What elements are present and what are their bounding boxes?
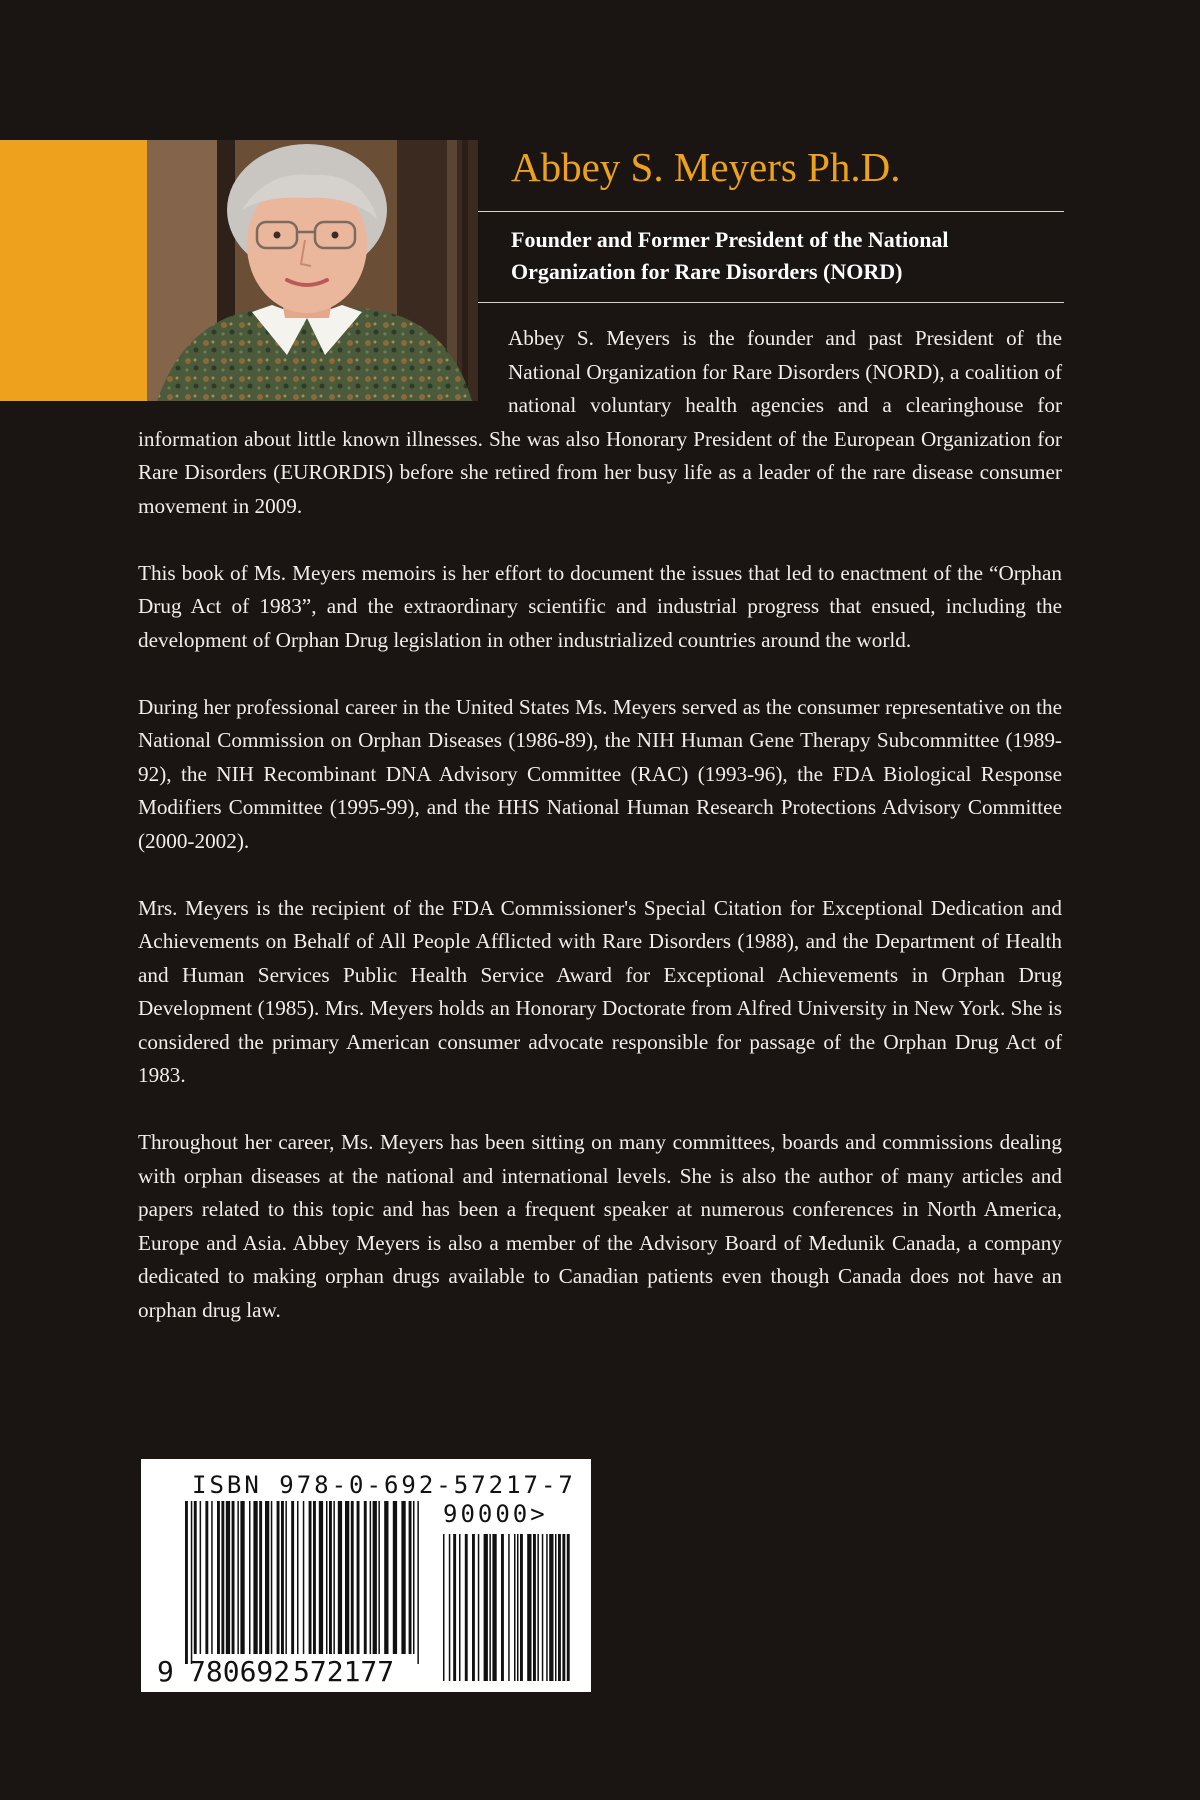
barcode-bar	[185, 1501, 188, 1664]
barcode-bar	[533, 1534, 536, 1681]
isbn-number: ISBN 978-0-692-57217-7	[192, 1471, 576, 1499]
barcode-bar	[194, 1501, 197, 1654]
barcode-bar	[517, 1534, 519, 1681]
barcode-bar	[542, 1534, 544, 1681]
barcode-bar	[449, 1534, 451, 1681]
barcode-bar	[309, 1501, 312, 1654]
barcode-bar	[453, 1534, 456, 1681]
barcode-bar	[549, 1534, 553, 1681]
author-name: Abbey S. Meyers Ph.D.	[511, 144, 901, 190]
barcode-bar	[472, 1534, 475, 1681]
barcode-bar	[558, 1534, 561, 1681]
divider-line	[478, 211, 1064, 212]
divider-line	[478, 302, 1064, 303]
barcode-digits-right: 572177	[293, 1655, 395, 1688]
barcode-bar	[259, 1501, 262, 1654]
barcode-bar	[508, 1534, 510, 1681]
barcode-bar	[555, 1534, 557, 1681]
barcode-bar	[281, 1501, 284, 1654]
barcode-bar	[303, 1501, 305, 1654]
barcode-bar	[489, 1534, 491, 1681]
barcode-bar	[501, 1534, 504, 1681]
barcode-bar	[333, 1501, 335, 1654]
barcode-bar	[443, 1534, 445, 1681]
barcode-bar	[237, 1501, 239, 1654]
barcode-bar	[409, 1501, 412, 1654]
barcode-bar	[211, 1501, 213, 1654]
barcode-digits-left: 780692	[189, 1655, 291, 1688]
barcode-bar	[364, 1501, 367, 1654]
barcode-bar	[313, 1501, 316, 1654]
bio-paragraph: Throughout her career, Ms. Meyers has been sitting on many committees, boards and commissions dealing with orphan diseases at the national and international levels. She is also the author of many articles and papers related to this topic and has been a frequent speaker at numerous conferences in North America, Europe and Asia. Abbey Meyers is also a member of the Advisory Board of Medunik Canada, a company dedicated to making orphan drugs available to Canadian patients even though Canada does not have an orphan drug law.	[138, 1130, 1062, 1322]
price-addon-code: 90000>	[443, 1500, 548, 1528]
barcode-bar	[401, 1501, 405, 1654]
barcode-bar	[191, 1501, 193, 1664]
barcode-bar	[329, 1501, 332, 1654]
barcode-bar	[205, 1501, 208, 1654]
barcode-bar	[562, 1534, 565, 1681]
barcode-bar	[285, 1501, 287, 1654]
barcode-bar	[459, 1534, 461, 1681]
barcode-bar	[240, 1501, 244, 1654]
barcode-bar	[514, 1534, 516, 1681]
barcode-bar	[478, 1534, 480, 1681]
biography-text	[138, 322, 1062, 1361]
barcode-bar	[351, 1501, 354, 1654]
barcode-bar	[291, 1501, 294, 1654]
barcode-bar	[338, 1501, 342, 1654]
barcode-bar	[546, 1534, 548, 1681]
barcode-bar	[492, 1534, 496, 1681]
barcode-bar	[326, 1501, 328, 1654]
author-title: Founder and Former President of the National Organization for Rare Disorders (NORD)	[511, 227, 949, 284]
barcode-bar	[393, 1501, 397, 1654]
orange-accent-bar	[0, 140, 147, 401]
barcode-bar	[537, 1534, 539, 1681]
barcode-bar	[417, 1501, 419, 1664]
barcode-bar	[253, 1501, 257, 1654]
barcode-bar	[265, 1501, 269, 1654]
barcode-bar	[200, 1501, 202, 1654]
barcode-bar	[373, 1501, 377, 1654]
barcode-bar	[221, 1501, 224, 1654]
barcode-bar	[465, 1534, 468, 1681]
barcode-bar	[319, 1501, 323, 1654]
barcode-bar	[357, 1501, 360, 1654]
barcode-bar	[249, 1501, 251, 1654]
barcode-bar	[217, 1501, 220, 1654]
barcode-bar	[370, 1501, 372, 1654]
barcode-bar	[413, 1501, 415, 1654]
barcode-bar	[378, 1501, 380, 1654]
barcode-bar	[232, 1501, 235, 1654]
barcode-bar	[277, 1501, 280, 1654]
barcode-bar	[345, 1501, 349, 1654]
bio-paragraph: This book of Ms. Meyers memoirs is her effort to document the issues that led to enactment of the “Orphan Drug Act of 1983”, and the extraordinary scientific and industrial progress that ensued, including the development of Orphan Drug legislation in other industrialized countries around the world.	[138, 560, 1062, 652]
barcode-bar	[384, 1501, 388, 1654]
barcode-bar	[527, 1534, 531, 1681]
isbn-barcode	[141, 1459, 591, 1692]
barcode-bar	[297, 1501, 299, 1654]
bio-paragraph: Abbey S. Meyers is the founder and past President of the National Organization for Rare Disorders (NORD), a coalition of national voluntary health agencies and a clearinghouse for information about little known illnesses. She was also Honorary President of the European Organization for Rare Disorders (EURORDIS) before she retired from her busy life as a leader of the rare disease consumer movement in 2009.	[138, 322, 1062, 523]
barcode-bar	[484, 1534, 488, 1681]
barcode-bar	[271, 1501, 273, 1654]
barcode-bar	[520, 1534, 523, 1681]
barcode-bar	[226, 1501, 230, 1654]
bio-paragraph: Mrs. Meyers is the recipient of the FDA Commissioner's Special Citation for Exceptional Dedication and Achievements on Behalf of All People Afflicted with Rare Disorders (1988), and the Department of Health and Human Services Public Health Service Award for Exceptional Achievements in Orphan Drug Development (1985). Mrs. Meyers holds an Honorary Doctorate from Alfred University in New York. She is considered the primary American consumer advocate responsible for passage of the Orphan Drug Act of 1983.	[138, 895, 1062, 1087]
barcode-bar	[567, 1534, 570, 1681]
barcode-digit-first: 9	[157, 1655, 174, 1688]
bio-paragraph: During her professional career in the United States Ms. Meyers served as the consumer representative on the National Commission on Orphan Diseases (1986-89), the NIH Human Gene Therapy Subcommittee (1989-92), the NIH Recombinant DNA Advisory Committee (RAC) (1993-96), the FDA Biological Response Modifiers Committee (1995-99), and the HHS National Human Research Protections Advisory Committee (2000-2002).	[138, 694, 1062, 853]
photo-wrap-spacer	[138, 322, 508, 422]
